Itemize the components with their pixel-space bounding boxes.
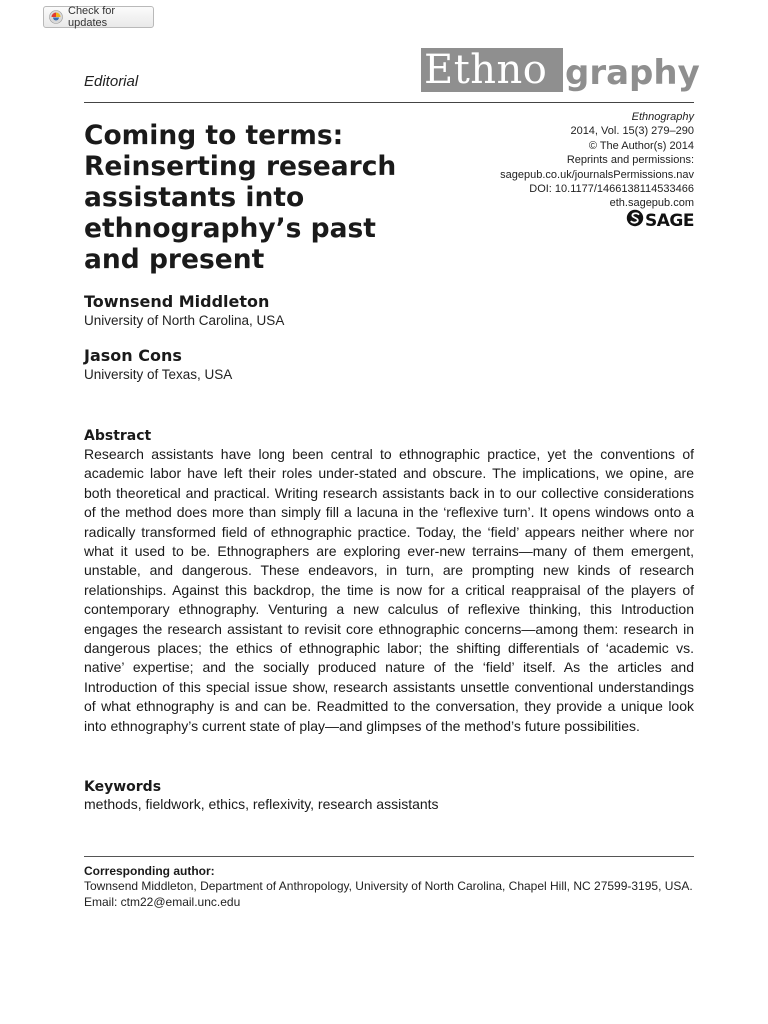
corresponding-author-details (84, 879, 694, 910)
abstract-text: Research assistants have long been central to ethnographic practice, yet the conventions of academic labor have left their roles under-stated and obscure. The implications, we opine, are both theoretical and practical. Writing research assistants back in to our collective considerations of the method does more than simply fill a lacuna in the ‘reflexive turn’. It opens windows onto a radically transformed field of ethnographic practice. Today, the ‘field’ appears neither where nor what it used to be. Ethnographers are exploring ever-new terrains—many of them emergent, unstable, and dangerous. These endeavors, in turn, are prompting new kinds of research relationships. Against this backdrop, the time is now for a critical reappraisal of the players of contemporary ethnography. Venturing a new calculus of reflexive thinking, this Introduction engages the research assistant to revisit core ethnographic concerns—among them: research in dangerous places; the ethics of ethnographic labor; the shifting differentials of ‘academic vs. native’ expertise; and the socially produced nature of the ‘field’ itself. As the articles and Introduction of this special issue show, research assistants unsettle conventional understandings of what ethnography is and can be. Readmitted to the conversation, they provide a unique look into ethnography’s current state of play—and glimpses of the method’s future possibilities. (84, 446, 694, 734)
author-block-1 (84, 292, 284, 328)
meta-copyright: © The Author(s) 2014 (588, 139, 694, 152)
meta-volume: 2014, Vol. 15(3) 279–290 (570, 125, 694, 138)
meta-doi[interactable]: DOI: 10.1177/1466138114533466 (529, 183, 694, 196)
keywords-text: methods, fieldwork, ethics, reflexivity, research assistants (84, 796, 439, 812)
meta-reprints: Reprints and permissions: (566, 154, 694, 167)
abstract-heading: Abstract (84, 428, 152, 444)
check-for-updates-button[interactable] (43, 6, 154, 28)
author-name: Jason Cons (84, 346, 182, 365)
journal-logo (421, 47, 700, 96)
author-affiliation: University of Texas, USA (84, 367, 233, 382)
keywords-block (84, 779, 161, 795)
corresponding-author-heading: Corresponding author: (84, 864, 215, 878)
corresponding-author-address: Townsend Middleton, Department of Anthropology, University of North Carolina, Chapel Hill, NC 27599-3195, USA. (84, 879, 693, 893)
author-name: Townsend Middleton (84, 292, 270, 311)
journal-logo-part1: Ethno (424, 47, 548, 93)
article-title: Coming to terms: Reinserting research assistants into ethnography’s past and present (84, 120, 397, 275)
publisher-logo (626, 209, 694, 232)
publication-meta (500, 110, 694, 211)
sage-swirl-icon (626, 209, 644, 232)
keywords-heading: Keywords (84, 779, 162, 795)
meta-permissions-link[interactable]: sagepub.co.uk/journalsPermissions.nav (500, 168, 694, 181)
corresponding-author-email[interactable]: Email: ctm22@email.unc.edu (84, 894, 241, 909)
footnote-divider (84, 856, 694, 857)
section-label: Editorial (84, 73, 139, 90)
journal-logo-part2: graphy (565, 53, 700, 93)
meta-journal-name: Ethnography (631, 111, 694, 123)
publisher-name: SAGE (645, 210, 694, 231)
header-divider (84, 102, 694, 103)
meta-site-link[interactable]: eth.sagepub.com (609, 197, 694, 210)
author-block-2 (84, 346, 232, 382)
check-for-updates-label: Check for updates (68, 5, 116, 29)
author-affiliation: University of North Carolina, USA (84, 313, 285, 328)
crossmark-icon (49, 10, 63, 24)
